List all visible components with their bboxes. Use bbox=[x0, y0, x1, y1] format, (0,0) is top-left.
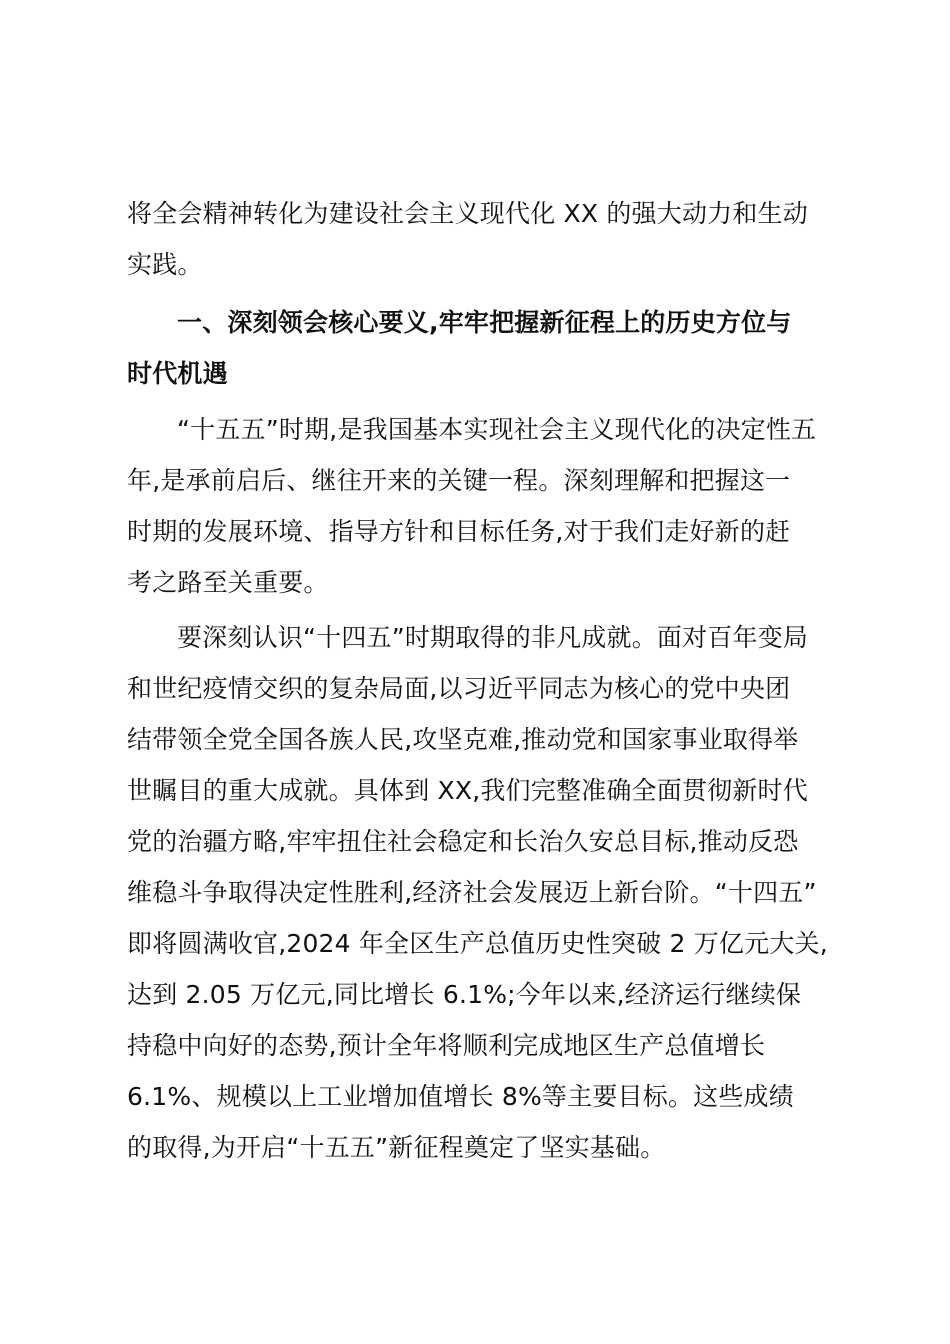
heading-line: 一、深刻领会核心要义,牢牢把握新征程上的历史方位与 bbox=[177, 308, 792, 337]
text-line: 年,是承前启后、继往开来的关键一程。深刻理解和把握这一 bbox=[127, 466, 791, 495]
text-line: 时期的发展环境、指导方针和目标任务,对于我们走好新的赶 bbox=[127, 517, 791, 546]
text-line: 党的治疆方略,牢牢扭住社会稳定和长治久安总目标,推动反恐 bbox=[127, 827, 799, 856]
text-line: 和世纪疫情交织的复杂局面,以习近平同志为核心的党中央团 bbox=[127, 674, 791, 703]
text-line: 即将圆满收官,2024 年全区生产总值历史性突破 2 万亿元大关, bbox=[127, 929, 828, 958]
text-line: 实践。 bbox=[127, 250, 203, 279]
text-line: 世瞩目的重大成就。具体到 XX,我们完整准确全面贯彻新时代 bbox=[127, 776, 808, 805]
text-line: 考之路至关重要。 bbox=[127, 568, 329, 597]
text-line: 结带领全党全国各族人民,攻坚克难,推动党和国家事业取得举 bbox=[127, 725, 799, 754]
section-heading bbox=[127, 297, 827, 399]
paragraph-continuation bbox=[127, 188, 827, 290]
text-line: 的取得,为开启“十五五”新征程奠定了坚实基础。 bbox=[127, 1133, 666, 1162]
paragraph-period-intro bbox=[127, 404, 827, 608]
text-line: 达到 2.05 万亿元,同比增长 6.1%;今年以来,经济运行继续保 bbox=[127, 980, 802, 1009]
text-line: “十五五”时期,是我国基本实现社会主义现代化的决定性五 bbox=[177, 415, 817, 444]
text-line: 要深刻认识“十四五”时期取得的非凡成就。面对百年变局 bbox=[177, 623, 809, 652]
text-line: 将全会精神转化为建设社会主义现代化 XX 的强大动力和生动 bbox=[127, 199, 808, 228]
text-line: 6.1%、规模以上工业增加值增长 8%等主要目标。这些成绩 bbox=[127, 1082, 794, 1111]
text-line: 维稳斗争取得决定性胜利,经济社会发展迈上新台阶。“十四五” bbox=[127, 878, 817, 907]
paragraph-achievements bbox=[127, 612, 827, 1173]
heading-line: 时代机遇 bbox=[127, 359, 228, 388]
text-line: 持稳中向好的态势,预计全年将顺利完成地区生产总值增长 bbox=[127, 1031, 766, 1060]
